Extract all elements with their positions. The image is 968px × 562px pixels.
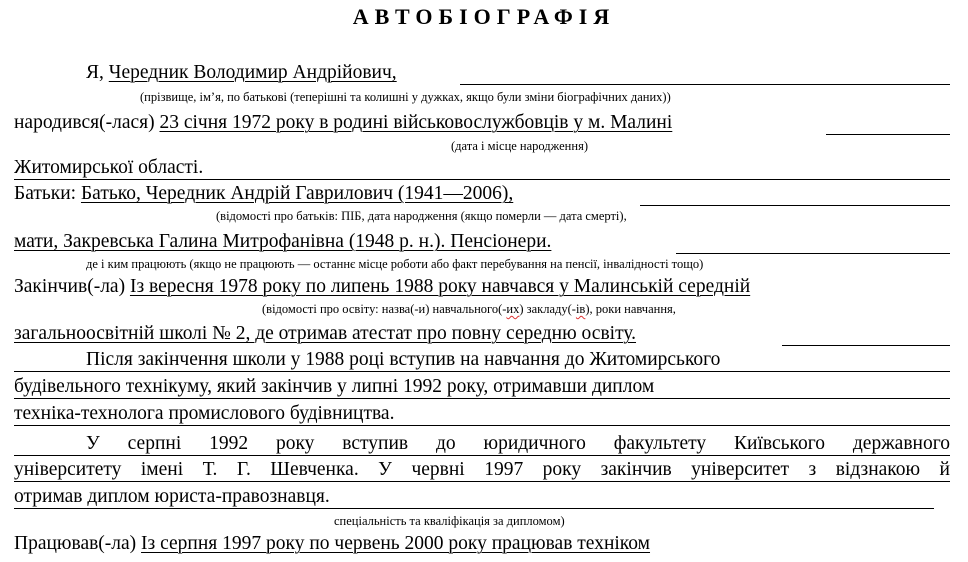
name-line [86,62,397,84]
born-rule [826,134,950,135]
document-title: АВТОБІОГРАФІЯ [352,4,616,29]
education-caption-part: ), роки навчання, [585,302,676,316]
paragraph-1-line-1: Після закінчення школи у 1988 році вступив на навчання до Житомирського [86,349,721,370]
parents-value: Батько, Чередник Андрій Гаврилович (1941—2006), [80,183,514,204]
education-caption-part: ) закладу(- [519,302,576,316]
born-value: 23 січня 1972 року в родині військовослужбовців у м. Малині [159,112,673,133]
born-label: народився(-лася) [14,112,155,133]
born-continuation: Житомирської області. [14,157,204,178]
paragraph-1-rule-2 [14,398,950,399]
work-caption: де і ким працюють (якщо не працюють — останнє місце роботи або факт перебування на пенсії, інвалідності тощо) [86,257,704,271]
parents-rule [640,205,950,206]
education-continuation [14,323,636,345]
paragraph-2-line-1: У серпні 1992 року вступив до юридичного факультету Київського державного [86,433,950,454]
paragraph-2-line-3: отримав диплом юриста-правознавця. [14,486,330,507]
education-caption-part: их [506,302,520,316]
education-value: Із вересня 1978 року по липень 1988 року навчався у Малинській середній [129,276,751,297]
education-cont-rule [782,345,950,346]
name-caption: (прізвище, ім’я, по батькові (теперішні та колишні у дужках, якщо були зміни біографічних даних)) [140,90,671,104]
name-value: Чередник Володимир Андрійович, [108,62,397,83]
education-line [14,276,750,298]
paragraph-1-rule-3 [14,425,950,426]
mother-value: мати, Закревська Галина Митрофанівна (1948 р. н.). Пенсіонери. [14,231,552,252]
paragraph-2-line-2: університету імені Т. Г. Шевченка. У червні 1997 року закінчив університет з відзнакою й [14,459,950,480]
education-caption-part: ів [575,302,586,316]
name-rule [460,84,950,85]
paragraph-1-line-3: техніка-технолога промислового будівництва. [14,403,395,424]
worked-label: Працював(-ла) [14,533,137,554]
paragraph-2-rule-2 [14,481,950,482]
education-cont-value: загальноосвітній школі № 2, де отримав атестат про повну середню освіту. [14,323,637,344]
paragraph-1-rule-1 [14,371,950,372]
parents-line [14,183,513,205]
mother-line [14,231,551,253]
education-caption [262,302,676,316]
parents-caption: (відомості про батьків: ПІБ, дата народження (якщо померли — дата смерті), [216,209,627,223]
parents-label: Батьки: [14,183,77,204]
paragraph-2-rule-1 [14,455,950,456]
paragraph-1-line-2: будівельного технікуму, який закінчив у липні 1992 року, отримавши диплом [14,376,655,397]
worked-line [14,533,650,555]
specialty-caption: спеціальність та кваліфікація за дипломом) [334,514,565,528]
education-label: Закінчив(-ла) [14,276,126,297]
paragraph-2-rule-3 [14,508,934,509]
born-caption: (дата і місце народження) [451,139,588,153]
mother-rule [676,253,950,254]
born-line [14,112,672,134]
education-caption-part: (відомості про освіту: назва(-и) навчального(- [262,302,507,316]
worked-value: Із серпня 1997 року по червень 2000 року працював техніком [141,533,651,554]
name-label: Я, [86,62,104,83]
born-cont-rule [14,179,950,180]
